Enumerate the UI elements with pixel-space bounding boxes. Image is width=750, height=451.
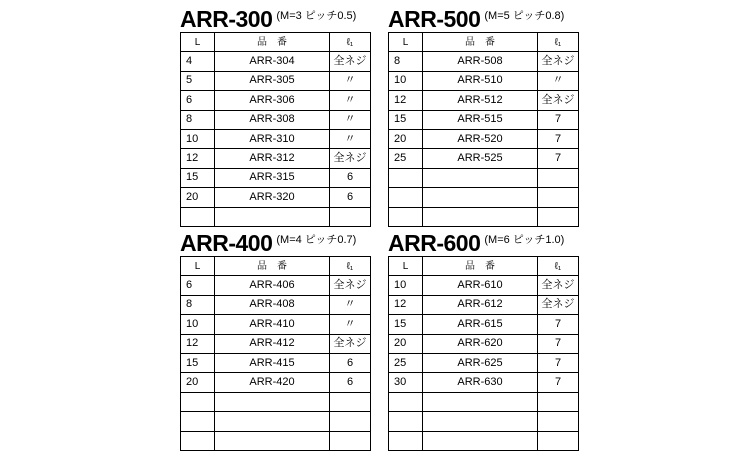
cell-length	[181, 392, 215, 411]
cell-thread-length	[538, 392, 579, 411]
spec-table	[180, 32, 371, 227]
cell-length: 20	[389, 129, 423, 148]
cell-thread-length: 7	[538, 129, 579, 148]
table-row	[181, 431, 371, 450]
cell-thread-length: 〃	[330, 110, 371, 129]
table-row	[181, 315, 371, 334]
table-row	[389, 52, 579, 71]
cell-length	[389, 392, 423, 411]
cell-part-number: ARR-510	[423, 71, 538, 90]
header-thread-length: ℓ₁	[330, 33, 371, 52]
spec-table-block-arr-400	[180, 230, 370, 451]
cell-length: 15	[181, 168, 215, 187]
cell-length: 8	[389, 52, 423, 71]
cell-length	[389, 412, 423, 431]
cell-part-number	[215, 431, 330, 450]
cell-part-number: ARR-512	[423, 91, 538, 110]
cell-length	[389, 431, 423, 450]
table-row	[389, 373, 579, 392]
table-row	[389, 315, 579, 334]
spec-table	[388, 32, 579, 227]
cell-length: 15	[389, 110, 423, 129]
header-part-number: 品 番	[423, 257, 538, 276]
cell-part-number: ARR-408	[215, 295, 330, 314]
cell-length: 6	[181, 276, 215, 295]
table-row	[389, 392, 579, 411]
cell-length: 20	[181, 373, 215, 392]
table-row	[389, 353, 579, 372]
cell-length: 10	[181, 129, 215, 148]
cell-thread-length: 6	[330, 168, 371, 187]
table-row	[181, 149, 371, 168]
table-title: ARR-300	[180, 6, 273, 32]
cell-part-number	[215, 392, 330, 411]
table-row	[389, 412, 579, 431]
cell-part-number: ARR-420	[215, 373, 330, 392]
cell-length: 15	[181, 353, 215, 372]
cell-thread-length: 〃	[330, 315, 371, 334]
cell-part-number: ARR-625	[423, 353, 538, 372]
cell-thread-length: 全ネジ	[538, 295, 579, 314]
cell-part-number: ARR-315	[215, 168, 330, 187]
cell-length	[389, 188, 423, 207]
cell-length: 8	[181, 110, 215, 129]
table-row	[181, 373, 371, 392]
cell-part-number: ARR-412	[215, 334, 330, 353]
table-row	[389, 295, 579, 314]
cell-length: 20	[181, 188, 215, 207]
table-row	[181, 412, 371, 431]
table-subtitle: (M=3 ピッチ0.5)	[276, 10, 357, 22]
cell-part-number: ARR-304	[215, 52, 330, 71]
cell-thread-length: 7	[538, 315, 579, 334]
cell-thread-length: 〃	[330, 91, 371, 110]
cell-part-number: ARR-508	[423, 52, 538, 71]
cell-length: 12	[389, 295, 423, 314]
cell-thread-length: 7	[538, 149, 579, 168]
cell-thread-length	[330, 207, 371, 226]
table-row	[181, 392, 371, 411]
cell-part-number: ARR-525	[423, 149, 538, 168]
cell-thread-length: 7	[538, 110, 579, 129]
cell-length: 8	[181, 295, 215, 314]
table-subtitle: (M=6 ピッチ1.0)	[484, 234, 565, 246]
header-part-number: 品 番	[423, 33, 538, 52]
cell-part-number: ARR-620	[423, 334, 538, 353]
header-length: L	[181, 33, 215, 52]
cell-thread-length: 全ネジ	[538, 276, 579, 295]
cell-thread-length: 全ネジ	[330, 334, 371, 353]
table-title: ARR-400	[180, 230, 273, 256]
cell-part-number: ARR-305	[215, 71, 330, 90]
cell-thread-length: 〃	[330, 295, 371, 314]
cell-part-number: ARR-610	[423, 276, 538, 295]
cell-length: 6	[181, 91, 215, 110]
cell-thread-length: 7	[538, 334, 579, 353]
cell-part-number: ARR-615	[423, 315, 538, 334]
cell-part-number	[423, 207, 538, 226]
cell-thread-length: 7	[538, 353, 579, 372]
cell-length	[389, 207, 423, 226]
cell-part-number: ARR-410	[215, 315, 330, 334]
table-row	[181, 129, 371, 148]
cell-length	[389, 168, 423, 187]
table-row	[181, 276, 371, 295]
cell-thread-length	[538, 207, 579, 226]
cell-length: 10	[181, 315, 215, 334]
table-subtitle: (M=4 ピッチ0.7)	[276, 234, 357, 246]
spec-table-block-arr-600	[388, 230, 578, 451]
header-part-number: 品 番	[215, 33, 330, 52]
cell-length: 12	[181, 149, 215, 168]
header-length: L	[389, 257, 423, 276]
table-heading	[180, 6, 370, 32]
cell-thread-length	[330, 431, 371, 450]
table-heading	[388, 230, 578, 256]
table-row	[389, 149, 579, 168]
cell-part-number	[423, 168, 538, 187]
cell-length: 4	[181, 52, 215, 71]
cell-thread-length: 〃	[330, 71, 371, 90]
header-length: L	[181, 257, 215, 276]
cell-length: 5	[181, 71, 215, 90]
cell-thread-length: 6	[330, 353, 371, 372]
table-row	[389, 276, 579, 295]
table-row	[389, 129, 579, 148]
cell-part-number	[423, 188, 538, 207]
cell-part-number: ARR-406	[215, 276, 330, 295]
cell-length: 12	[181, 334, 215, 353]
cell-length: 30	[389, 373, 423, 392]
table-row	[389, 207, 579, 226]
cell-part-number	[423, 392, 538, 411]
cell-length: 25	[389, 149, 423, 168]
cell-part-number: ARR-310	[215, 129, 330, 148]
header-thread-length: ℓ₁	[538, 33, 579, 52]
table-row	[181, 334, 371, 353]
cell-length: 10	[389, 276, 423, 295]
cell-thread-length	[538, 168, 579, 187]
table-row	[181, 188, 371, 207]
table-row	[181, 91, 371, 110]
cell-length: 10	[389, 71, 423, 90]
cell-thread-length: 全ネジ	[330, 149, 371, 168]
header-row	[389, 257, 579, 276]
header-row	[181, 257, 371, 276]
cell-part-number: ARR-612	[423, 295, 538, 314]
spec-table-block-arr-500	[388, 6, 578, 227]
cell-thread-length: 7	[538, 373, 579, 392]
spec-table	[180, 256, 371, 451]
table-heading	[388, 6, 578, 32]
table-row	[389, 334, 579, 353]
table-row	[181, 110, 371, 129]
spec-table-block-arr-300	[180, 6, 370, 227]
table-row	[389, 188, 579, 207]
table-row	[181, 52, 371, 71]
cell-part-number: ARR-306	[215, 91, 330, 110]
cell-part-number	[423, 431, 538, 450]
cell-thread-length: 〃	[538, 71, 579, 90]
cell-thread-length	[330, 412, 371, 431]
cell-length	[181, 431, 215, 450]
table-row	[181, 71, 371, 90]
cell-length: 25	[389, 353, 423, 372]
spec-table	[388, 256, 579, 451]
cell-thread-length	[538, 188, 579, 207]
cell-thread-length	[330, 392, 371, 411]
header-row	[181, 33, 371, 52]
table-title: ARR-500	[388, 6, 481, 32]
header-thread-length: ℓ₁	[330, 257, 371, 276]
cell-part-number: ARR-312	[215, 149, 330, 168]
cell-part-number	[423, 412, 538, 431]
cell-thread-length: 6	[330, 373, 371, 392]
cell-part-number: ARR-520	[423, 129, 538, 148]
header-length: L	[389, 33, 423, 52]
cell-length	[181, 207, 215, 226]
cell-part-number: ARR-308	[215, 110, 330, 129]
table-row	[181, 207, 371, 226]
cell-part-number: ARR-630	[423, 373, 538, 392]
cell-thread-length: 全ネジ	[538, 91, 579, 110]
table-row	[389, 431, 579, 450]
cell-length: 20	[389, 334, 423, 353]
table-row	[389, 110, 579, 129]
cell-part-number: ARR-320	[215, 188, 330, 207]
cell-part-number	[215, 207, 330, 226]
table-row	[389, 168, 579, 187]
cell-thread-length: 全ネジ	[330, 276, 371, 295]
cell-thread-length: 6	[330, 188, 371, 207]
cell-part-number	[215, 412, 330, 431]
cell-thread-length: 全ネジ	[538, 52, 579, 71]
table-row	[389, 91, 579, 110]
table-row	[181, 353, 371, 372]
table-subtitle: (M=5 ピッチ0.8)	[484, 10, 565, 22]
header-row	[389, 33, 579, 52]
table-heading	[180, 230, 370, 256]
table-row	[181, 295, 371, 314]
cell-length: 15	[389, 315, 423, 334]
cell-part-number: ARR-415	[215, 353, 330, 372]
cell-thread-length	[538, 431, 579, 450]
table-row	[389, 71, 579, 90]
table-row	[181, 168, 371, 187]
header-part-number: 品 番	[215, 257, 330, 276]
cell-length	[181, 412, 215, 431]
table-title: ARR-600	[388, 230, 481, 256]
cell-thread-length	[538, 412, 579, 431]
cell-thread-length: 全ネジ	[330, 52, 371, 71]
cell-thread-length: 〃	[330, 129, 371, 148]
cell-part-number: ARR-515	[423, 110, 538, 129]
header-thread-length: ℓ₁	[538, 257, 579, 276]
cell-length: 12	[389, 91, 423, 110]
